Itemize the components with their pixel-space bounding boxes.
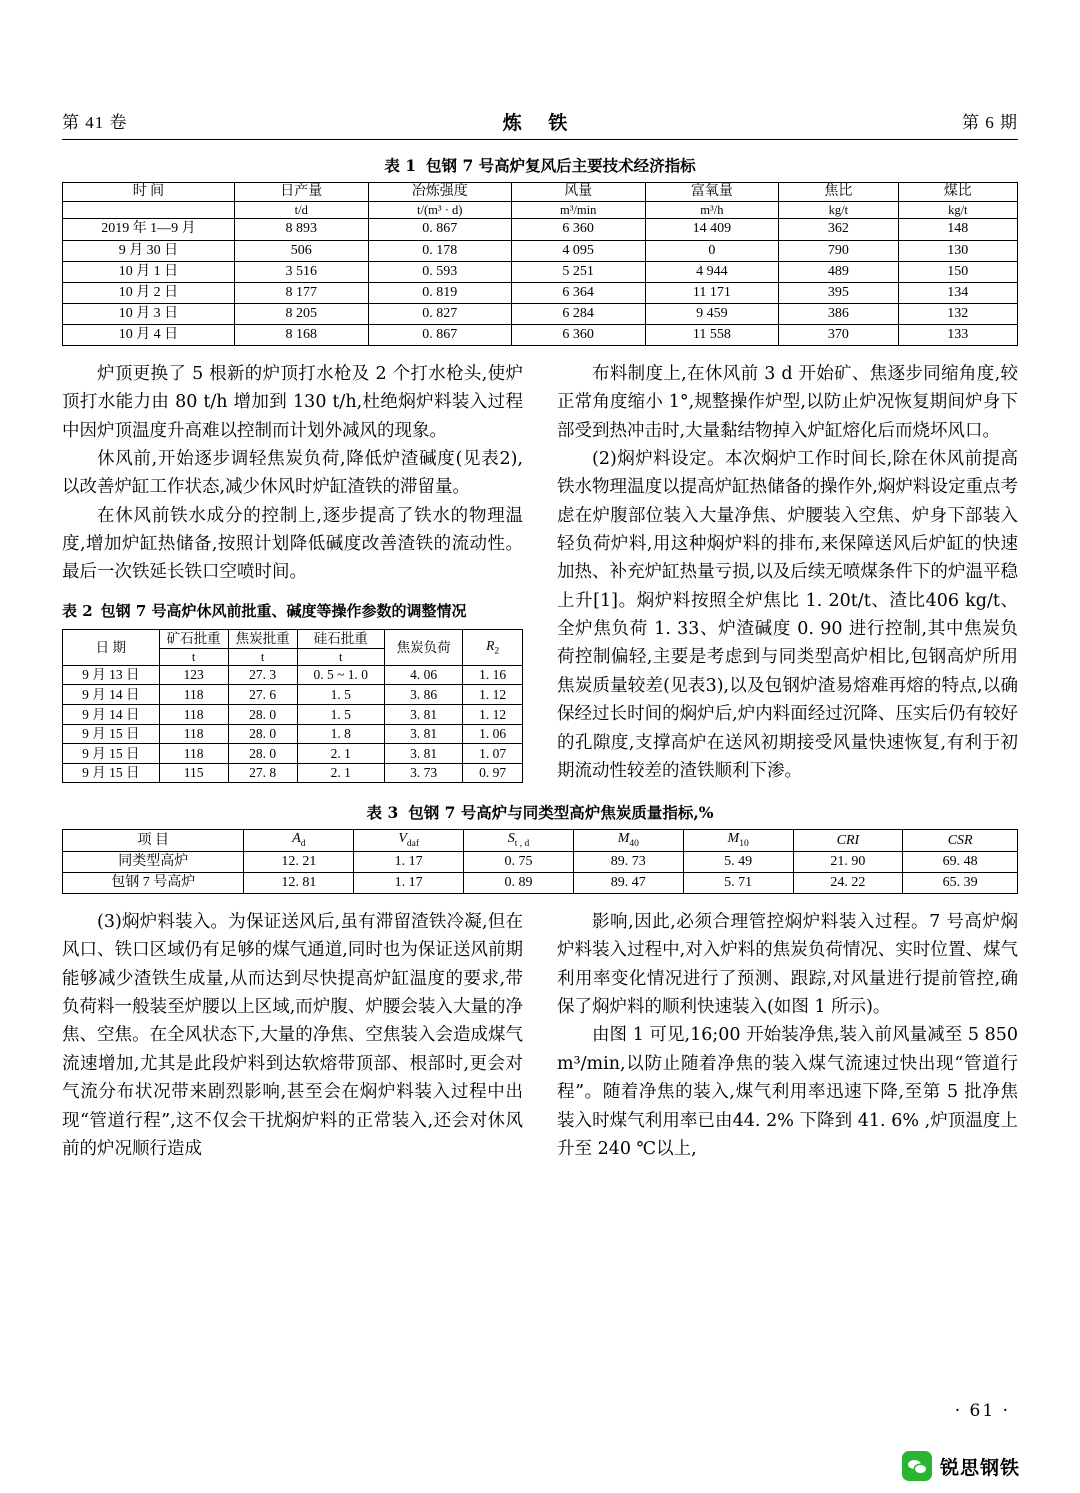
table2-cell: 1. 12	[463, 685, 523, 705]
table2-cell: 1. 12	[463, 705, 523, 725]
table1-cell: 148	[898, 219, 1017, 240]
table1-unit: m³/min	[511, 202, 645, 219]
table2-cell: 2. 1	[297, 744, 384, 764]
table2-cell: 1. 5	[297, 685, 384, 705]
table1-cell: 5 251	[511, 261, 645, 282]
table3-col-header: 项 目	[63, 830, 244, 852]
table-row	[63, 240, 1018, 261]
table2-cell: 118	[159, 744, 228, 764]
table2-cell: 118	[159, 705, 228, 725]
paragraph: (3)焖炉料装入。为保证送风后,虽有滞留渣铁冷凝,但在风口、铁口区域仍有足够的煤气通道,同时也为保证送风前期能够减少渣铁生成量,从而达到尽快提高炉缸温度的要求,带负荷料一般装至炉腰以上区域,而炉腹、炉腰会装入大量的净焦、空焦。在全风状态下,大量的净焦、空焦装入会造成煤气流速增加,尤其是此段炉料到达软熔带顶部、根部时,更会对气流分布状况带来剧烈影响,甚至会在焖炉料装入过程中出现“管道行程”,这不仅会干扰焖炉料的正常装入,还会对休风前的炉况顺行造成	[62, 912, 523, 1159]
table1-cell: 6 360	[511, 324, 645, 345]
table-row	[63, 303, 1018, 324]
table1-cell: 8 893	[234, 219, 368, 240]
table-row	[63, 724, 523, 744]
paragraph: 炉顶更换了 5 根新的炉顶打水枪及 2 个打水枪头,使炉顶打水能力由 80 t/h 增加到 130 t/h,杜绝焖炉料装入过程中因炉顶温度升高难以控制而计划外减风的现象。	[62, 364, 523, 441]
wechat-icon	[902, 1451, 932, 1481]
table2-cell: 2. 1	[297, 763, 384, 783]
table1-col-header: 风量	[511, 183, 645, 202]
paragraph: 布料制度上,在休风前 3 d 开始矿、焦逐步同缩角度,较正常角度缩小 1°,规整操作炉型,以防止炉况恢复期间炉身下部受到热冲击时,大量黏结物掉入炉缸熔化后而烧坏风口。	[557, 364, 1018, 441]
table1-cell: 6 364	[511, 282, 645, 303]
table-row	[63, 324, 1018, 345]
table1-cell: 11 171	[645, 282, 779, 303]
table2-cell: 3. 86	[384, 685, 462, 705]
table1-cell: 4 095	[511, 240, 645, 261]
table1-cell: 489	[779, 261, 898, 282]
table-row	[63, 665, 523, 685]
table3-caption	[62, 801, 1018, 823]
table3-cell: 1. 17	[354, 873, 464, 894]
table3-cell: 21. 90	[793, 851, 903, 872]
table2	[62, 629, 523, 783]
table3-col-header-csr: CSR	[903, 830, 1018, 852]
table1-unit: kg/t	[898, 202, 1017, 219]
table1-unit: t/d	[234, 202, 368, 219]
table1-cell: 4 944	[645, 261, 779, 282]
wechat-badge	[902, 1451, 1020, 1481]
table2-cell: 123	[159, 665, 228, 685]
table2-cell: 1. 16	[463, 665, 523, 685]
table1-cell: 10 月 4 日	[63, 324, 235, 345]
table1-header-row	[63, 183, 1018, 202]
table1-caption-number: 表 1	[384, 156, 417, 175]
table1-cell: 0. 827	[368, 303, 511, 324]
table3-col-header-ad: $A_d$	[244, 830, 354, 852]
table-row	[63, 282, 1018, 303]
issue-label: 第 6 期	[962, 113, 1018, 132]
table2-cell: 3. 81	[384, 744, 462, 764]
table2-cell: 115	[159, 763, 228, 783]
left-column-bottom	[62, 908, 523, 1163]
paragraph: 在休风前铁水成分的控制上,逐步提高了铁水的物理温度,增加炉缸热储备,按照计划降低碱度改善渣铁的流动性。最后一次铁延长铁口空喷时间。	[62, 505, 523, 583]
table3-col-header-vdaf: $V_{daf}$	[354, 830, 464, 852]
table1-cell: 0. 867	[368, 219, 511, 240]
table2-cell: 27. 3	[228, 665, 297, 685]
page-header	[62, 0, 1018, 133]
table3-cell: 5. 49	[683, 851, 793, 872]
table2-col-header: 日 期	[63, 630, 160, 666]
table1-cell: 386	[779, 303, 898, 324]
table2-unit: t	[159, 648, 228, 665]
table1-col-header: 富氧量	[645, 183, 779, 202]
table1-cell: 10 月 3 日	[63, 303, 235, 324]
table1-cell: 0. 178	[368, 240, 511, 261]
table1-cell: 10 月 1 日	[63, 261, 235, 282]
table2-cell: 9 月 14 日	[63, 705, 160, 725]
table2-cell: 1. 06	[463, 724, 523, 744]
table1-cell: 134	[898, 282, 1017, 303]
right-column-top	[557, 360, 1018, 785]
table2-cell: 1. 5	[297, 705, 384, 725]
table-row	[63, 873, 1018, 894]
paragraph: 休风前,开始逐步调轻焦炭负荷,降低炉渣碱度(见表2),以改善炉缸工作状态,减少休风时炉缸渣铁的滞留量。	[62, 449, 523, 498]
table1-col-header: 日产量	[234, 183, 368, 202]
table1-cell: 2019 年 1—9 月	[63, 219, 235, 240]
table1	[62, 182, 1018, 346]
table1-cell: 10 月 2 日	[63, 282, 235, 303]
table-row	[63, 744, 523, 764]
table2-cell: 27. 8	[228, 763, 297, 783]
table3	[62, 829, 1018, 894]
table1-cell: 9 月 30 日	[63, 240, 235, 261]
table-row	[63, 219, 1018, 240]
table1-col-header: 焦比	[779, 183, 898, 202]
table3-cell: 0. 75	[464, 851, 574, 872]
table-row	[63, 851, 1018, 872]
paragraph: (2)焖炉料设定。本次焖炉工作时间长,除在休风前提高铁水物理温度以提高炉缸热储备的操作外,焖炉料设定重点考虑在炉腹部位装入大量净焦、炉腰装入空焦、炉身下部装入轻负荷炉料,用这种焖炉料的排布,来保障送风后炉缸的快速加热、补充炉缸热量亏损,以及后续无喷煤条件下的炉温平稳上升[1]。焖炉料按照全炉焦比 1. 20t/t、渣比406 kg/t、全炉焦负荷 1. 33、炉渣碱度 0. 90 进行控制,其中焦炭负荷控制偏轻,主要是考虑到与同类型高炉相比,包钢高炉所用焦炭质量较差(见表3),以及包钢炉渣易熔难再熔的特点,以确保经过长时间的焖炉后,炉内料面经过沉降、压实后仍有较好的孔隙度,支撑高炉在送风初期接受风量快速恢复,有利于初期流动性较差的渣铁顺利下渗。	[557, 449, 1018, 781]
table1-unit	[63, 202, 235, 219]
table3-cell: 5. 71	[683, 873, 793, 894]
table3-col-header-m40: $M_{40}$	[573, 830, 683, 852]
table1-col-header: 煤比	[898, 183, 1017, 202]
table2-col-header: 焦炭负荷	[384, 630, 462, 666]
table2-cell: 4. 06	[384, 665, 462, 685]
header-rule	[62, 139, 1018, 140]
table2-cell: 3. 81	[384, 724, 462, 744]
table1-cell: 506	[234, 240, 368, 261]
table2-unit: t	[228, 648, 297, 665]
left-column-top	[62, 360, 523, 785]
table2-cell: 0. 97	[463, 763, 523, 783]
table3-cell: 1. 17	[354, 851, 464, 872]
table2-cell: 3. 73	[384, 763, 462, 783]
table-row	[63, 261, 1018, 282]
table1-cell: 0. 819	[368, 282, 511, 303]
table3-caption-text: 包钢 7 号高炉与同类型高炉焦炭质量指标,%	[408, 803, 714, 823]
table-row	[63, 763, 523, 783]
table3-cell: 12. 81	[244, 873, 354, 894]
table-row	[63, 705, 523, 725]
table2-caption-text: 包钢 7 号高炉休风前批重、碱度等操作参数的调整情况	[100, 601, 467, 620]
lower-columns	[62, 908, 1018, 1163]
table1-cell: 133	[898, 324, 1017, 345]
table3-cell: 69. 48	[903, 851, 1018, 872]
table3-block	[62, 801, 1018, 894]
table2-cell: 1. 8	[297, 724, 384, 744]
table2-cell: 27. 6	[228, 685, 297, 705]
table2-col-header: 硅石批重	[297, 630, 384, 649]
table2-col-header: 焦炭批重	[228, 630, 297, 649]
table1-caption-text: 包钢 7 号高炉复风后主要技术经济指标	[426, 156, 696, 175]
table1-cell: 9 459	[645, 303, 779, 324]
table2-cell: 9 月 15 日	[63, 763, 160, 783]
table2-header-row	[63, 630, 523, 649]
table2-col-header: 矿石批重	[159, 630, 228, 649]
table1-col-header: 时 间	[63, 183, 235, 202]
table1-cell: 150	[898, 261, 1017, 282]
table2-cell: 118	[159, 724, 228, 744]
table3-cell: 89. 47	[573, 873, 683, 894]
page-number: · 61 ·	[954, 1401, 1010, 1421]
table2-caption	[62, 599, 523, 623]
table3-caption-number: 表 3	[366, 803, 399, 823]
upper-columns	[62, 360, 1018, 785]
table2-col-header-r2: $R_2$	[463, 630, 523, 666]
table3-col-header-std: $S_{t , d}$	[464, 830, 574, 852]
table1-cell: 132	[898, 303, 1017, 324]
table1-cell: 8 168	[234, 324, 368, 345]
table1-cell: 0. 593	[368, 261, 511, 282]
table3-cell: 65. 39	[903, 873, 1018, 894]
table2-cell: 0. 5 ~ 1. 0	[297, 665, 384, 685]
table2-unit: t	[297, 648, 384, 665]
table1-cell: 6 284	[511, 303, 645, 324]
table2-cell: 3. 81	[384, 705, 462, 725]
table3-col-header-m10: $M_{10}$	[683, 830, 793, 852]
table2-cell: 9 月 15 日	[63, 724, 160, 744]
table1-caption	[62, 154, 1018, 176]
paragraph: 影响,因此,必须合理管控焖炉料装入过程。7 号高炉焖炉料装入过程中,对入炉料的焦炭负荷情况、实时位置、煤气利用率变化情况进行了预测、跟踪,对风量进行提前管控,确保了焖炉料的顺利快速装入(如图 1 所示)。	[557, 912, 1018, 1018]
table2-cell: 1. 07	[463, 744, 523, 764]
journal-title: 炼 铁	[502, 112, 578, 134]
table3-cell: 89. 73	[573, 851, 683, 872]
table3-col-header-cri: CRI	[793, 830, 903, 852]
table1-cell: 6 360	[511, 219, 645, 240]
right-column-bottom	[557, 908, 1018, 1163]
table1-cell: 790	[779, 240, 898, 261]
wechat-account-name: 锐思钢铁	[939, 1456, 1020, 1479]
table1-cell: 370	[779, 324, 898, 345]
table1-unit-row	[63, 202, 1018, 219]
table1-cell: 8 177	[234, 282, 368, 303]
table1-cell: 0. 867	[368, 324, 511, 345]
table1-cell: 0	[645, 240, 779, 261]
table3-header-row	[63, 830, 1018, 852]
table2-cell: 9 月 13 日	[63, 665, 160, 685]
table1-cell: 11 558	[645, 324, 779, 345]
table2-cell: 9 月 15 日	[63, 744, 160, 764]
table2-cell: 9 月 14 日	[63, 685, 160, 705]
volume-label: 第 41 卷	[62, 113, 128, 132]
table2-caption-number: 表 2	[62, 601, 93, 620]
table1-cell: 362	[779, 219, 898, 240]
table3-cell: 24. 22	[793, 873, 903, 894]
table1-cell: 8 205	[234, 303, 368, 324]
table1-cell: 14 409	[645, 219, 779, 240]
table1-cell: 395	[779, 282, 898, 303]
table2-cell: 28. 0	[228, 744, 297, 764]
table-row	[63, 685, 523, 705]
table2-cell: 28. 0	[228, 724, 297, 744]
table1-unit: m³/h	[645, 202, 779, 219]
table1-unit: t/(m³ · d)	[368, 202, 511, 219]
table3-cell: 同类型高炉	[63, 851, 244, 872]
table3-cell: 0. 89	[464, 873, 574, 894]
table3-cell: 12. 21	[244, 851, 354, 872]
table1-unit: kg/t	[779, 202, 898, 219]
table3-cell: 包钢 7 号高炉	[63, 873, 244, 894]
table2-cell: 118	[159, 685, 228, 705]
table1-cell: 130	[898, 240, 1017, 261]
paragraph: 由图 1 可见,16;00 开始装净焦,装入前风量减至 5 850 m³/min,以防止随着净焦的装入煤气流速过快出现“管道行程”。随着净焦的装入,煤气利用率迅速下降,至第 5 批净焦装入时煤气利用率已由44. 2% 下降到 41. 6% ,炉顶温度上升至 240 ℃以上,	[557, 1025, 1018, 1159]
table2-cell: 28. 0	[228, 705, 297, 725]
table1-col-header: 冶炼强度	[368, 183, 511, 202]
table1-cell: 3 516	[234, 261, 368, 282]
